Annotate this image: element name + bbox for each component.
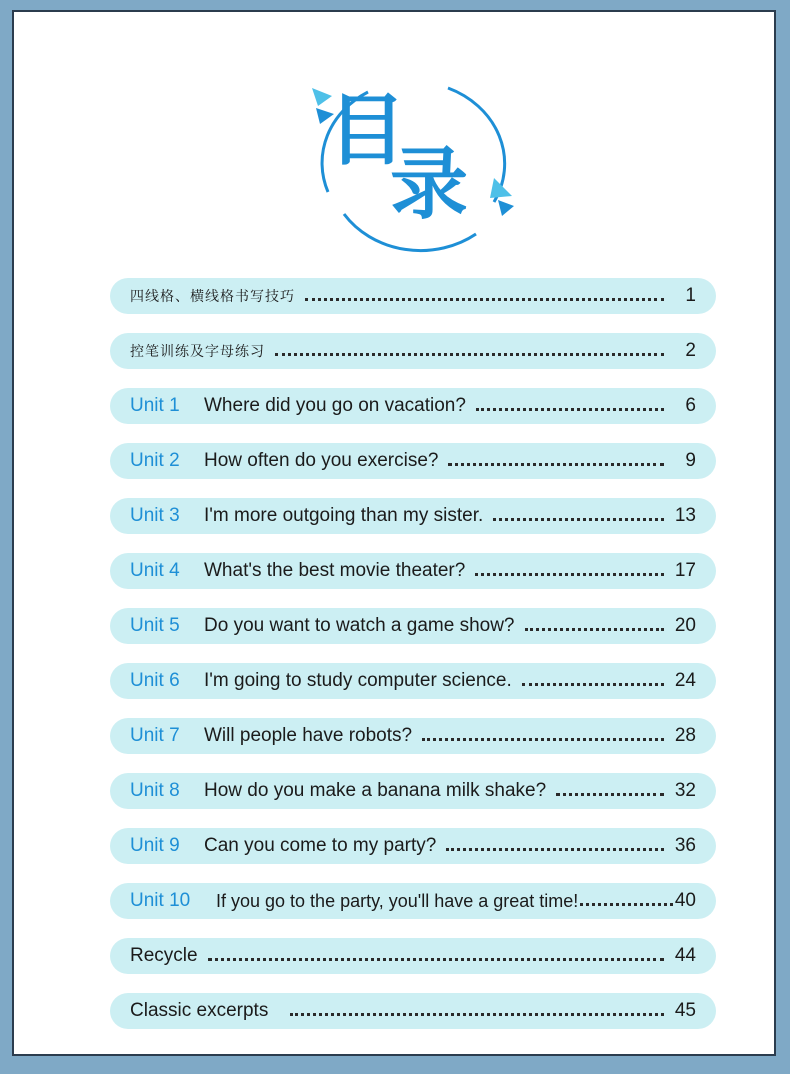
leader-dots xyxy=(422,738,664,741)
title-char-1: 目 xyxy=(328,86,407,176)
page-number: 17 xyxy=(674,560,696,581)
page-number: 45 xyxy=(674,1000,696,1021)
entry-title: What's the best movie theater? xyxy=(204,560,466,581)
title-char-2: 录 xyxy=(390,140,469,230)
title-block xyxy=(298,74,528,254)
entry-title: How often do you exercise? xyxy=(204,450,439,471)
entry-title: Where did you go on vacation? xyxy=(204,395,466,416)
leader-dots xyxy=(446,848,664,851)
toc-row[interactable] xyxy=(110,608,716,644)
entry-title: Classic excerpts xyxy=(130,1000,269,1021)
leader-dots xyxy=(580,903,673,906)
entry-title: Can you come to my party? xyxy=(204,835,437,856)
entry-title: If you go to the party, you'll have a great time! xyxy=(216,890,579,911)
unit-label: Unit 5 xyxy=(130,615,180,636)
unit-label: Unit 7 xyxy=(130,725,180,746)
leader-dots xyxy=(208,958,664,961)
page-number: 40 xyxy=(674,890,696,911)
leader-dots xyxy=(525,628,664,631)
toc-row[interactable] xyxy=(110,718,716,754)
unit-label: Unit 9 xyxy=(130,835,180,856)
page-number: 9 xyxy=(685,450,696,471)
unit-label: Unit 1 xyxy=(130,395,180,416)
unit-label: Unit 6 xyxy=(130,670,180,691)
toc-row[interactable] xyxy=(110,773,716,809)
leader-dots xyxy=(522,683,664,686)
entry-title: I'm more outgoing than my sister. xyxy=(204,505,484,526)
page-number: 36 xyxy=(674,835,696,856)
leader-dots xyxy=(290,1013,664,1016)
toc-row[interactable] xyxy=(110,993,716,1029)
entry-title: 控笔训练及字母练习 xyxy=(130,344,265,360)
toc-row[interactable] xyxy=(110,388,716,424)
leader-dots xyxy=(476,408,664,411)
unit-label: Unit 3 xyxy=(130,505,180,526)
page-number: 2 xyxy=(685,340,696,361)
leader-dots xyxy=(448,463,664,466)
leader-dots xyxy=(493,518,664,521)
toc-row[interactable] xyxy=(110,938,716,974)
leader-dots xyxy=(556,793,664,796)
entry-title: Recycle xyxy=(130,945,198,966)
entry-title: I'm going to study computer science. xyxy=(204,670,512,691)
leader-dots xyxy=(475,573,664,576)
page-number: 1 xyxy=(685,285,696,306)
page-number: 44 xyxy=(674,945,696,966)
toc-row[interactable] xyxy=(110,278,716,314)
toc-row[interactable] xyxy=(110,498,716,534)
toc-row[interactable] xyxy=(110,443,716,479)
unit-label: Unit 10 xyxy=(130,890,191,911)
page-number: 32 xyxy=(674,780,696,801)
leader-dots xyxy=(305,298,664,301)
entry-title: 四线格、横线格书写技巧 xyxy=(130,289,295,305)
page-number: 24 xyxy=(674,670,696,691)
toc-row[interactable] xyxy=(110,333,716,369)
toc-row[interactable] xyxy=(110,553,716,589)
page-number: 28 xyxy=(674,725,696,746)
unit-label: Unit 4 xyxy=(130,560,180,581)
toc-row[interactable] xyxy=(110,883,716,919)
leader-dots xyxy=(275,353,664,356)
unit-label: Unit 2 xyxy=(130,450,180,471)
page-number: 20 xyxy=(674,615,696,636)
entry-title: How do you make a banana milk shake? xyxy=(204,780,547,801)
page-number: 6 xyxy=(685,395,696,416)
toc-row[interactable] xyxy=(110,663,716,699)
toc-row[interactable] xyxy=(110,828,716,864)
page-number: 13 xyxy=(674,505,696,526)
unit-label: Unit 8 xyxy=(130,780,180,801)
entry-title: Will people have robots? xyxy=(204,725,413,746)
entry-title: Do you want to watch a game show? xyxy=(204,615,515,636)
page-frame xyxy=(12,10,776,1056)
